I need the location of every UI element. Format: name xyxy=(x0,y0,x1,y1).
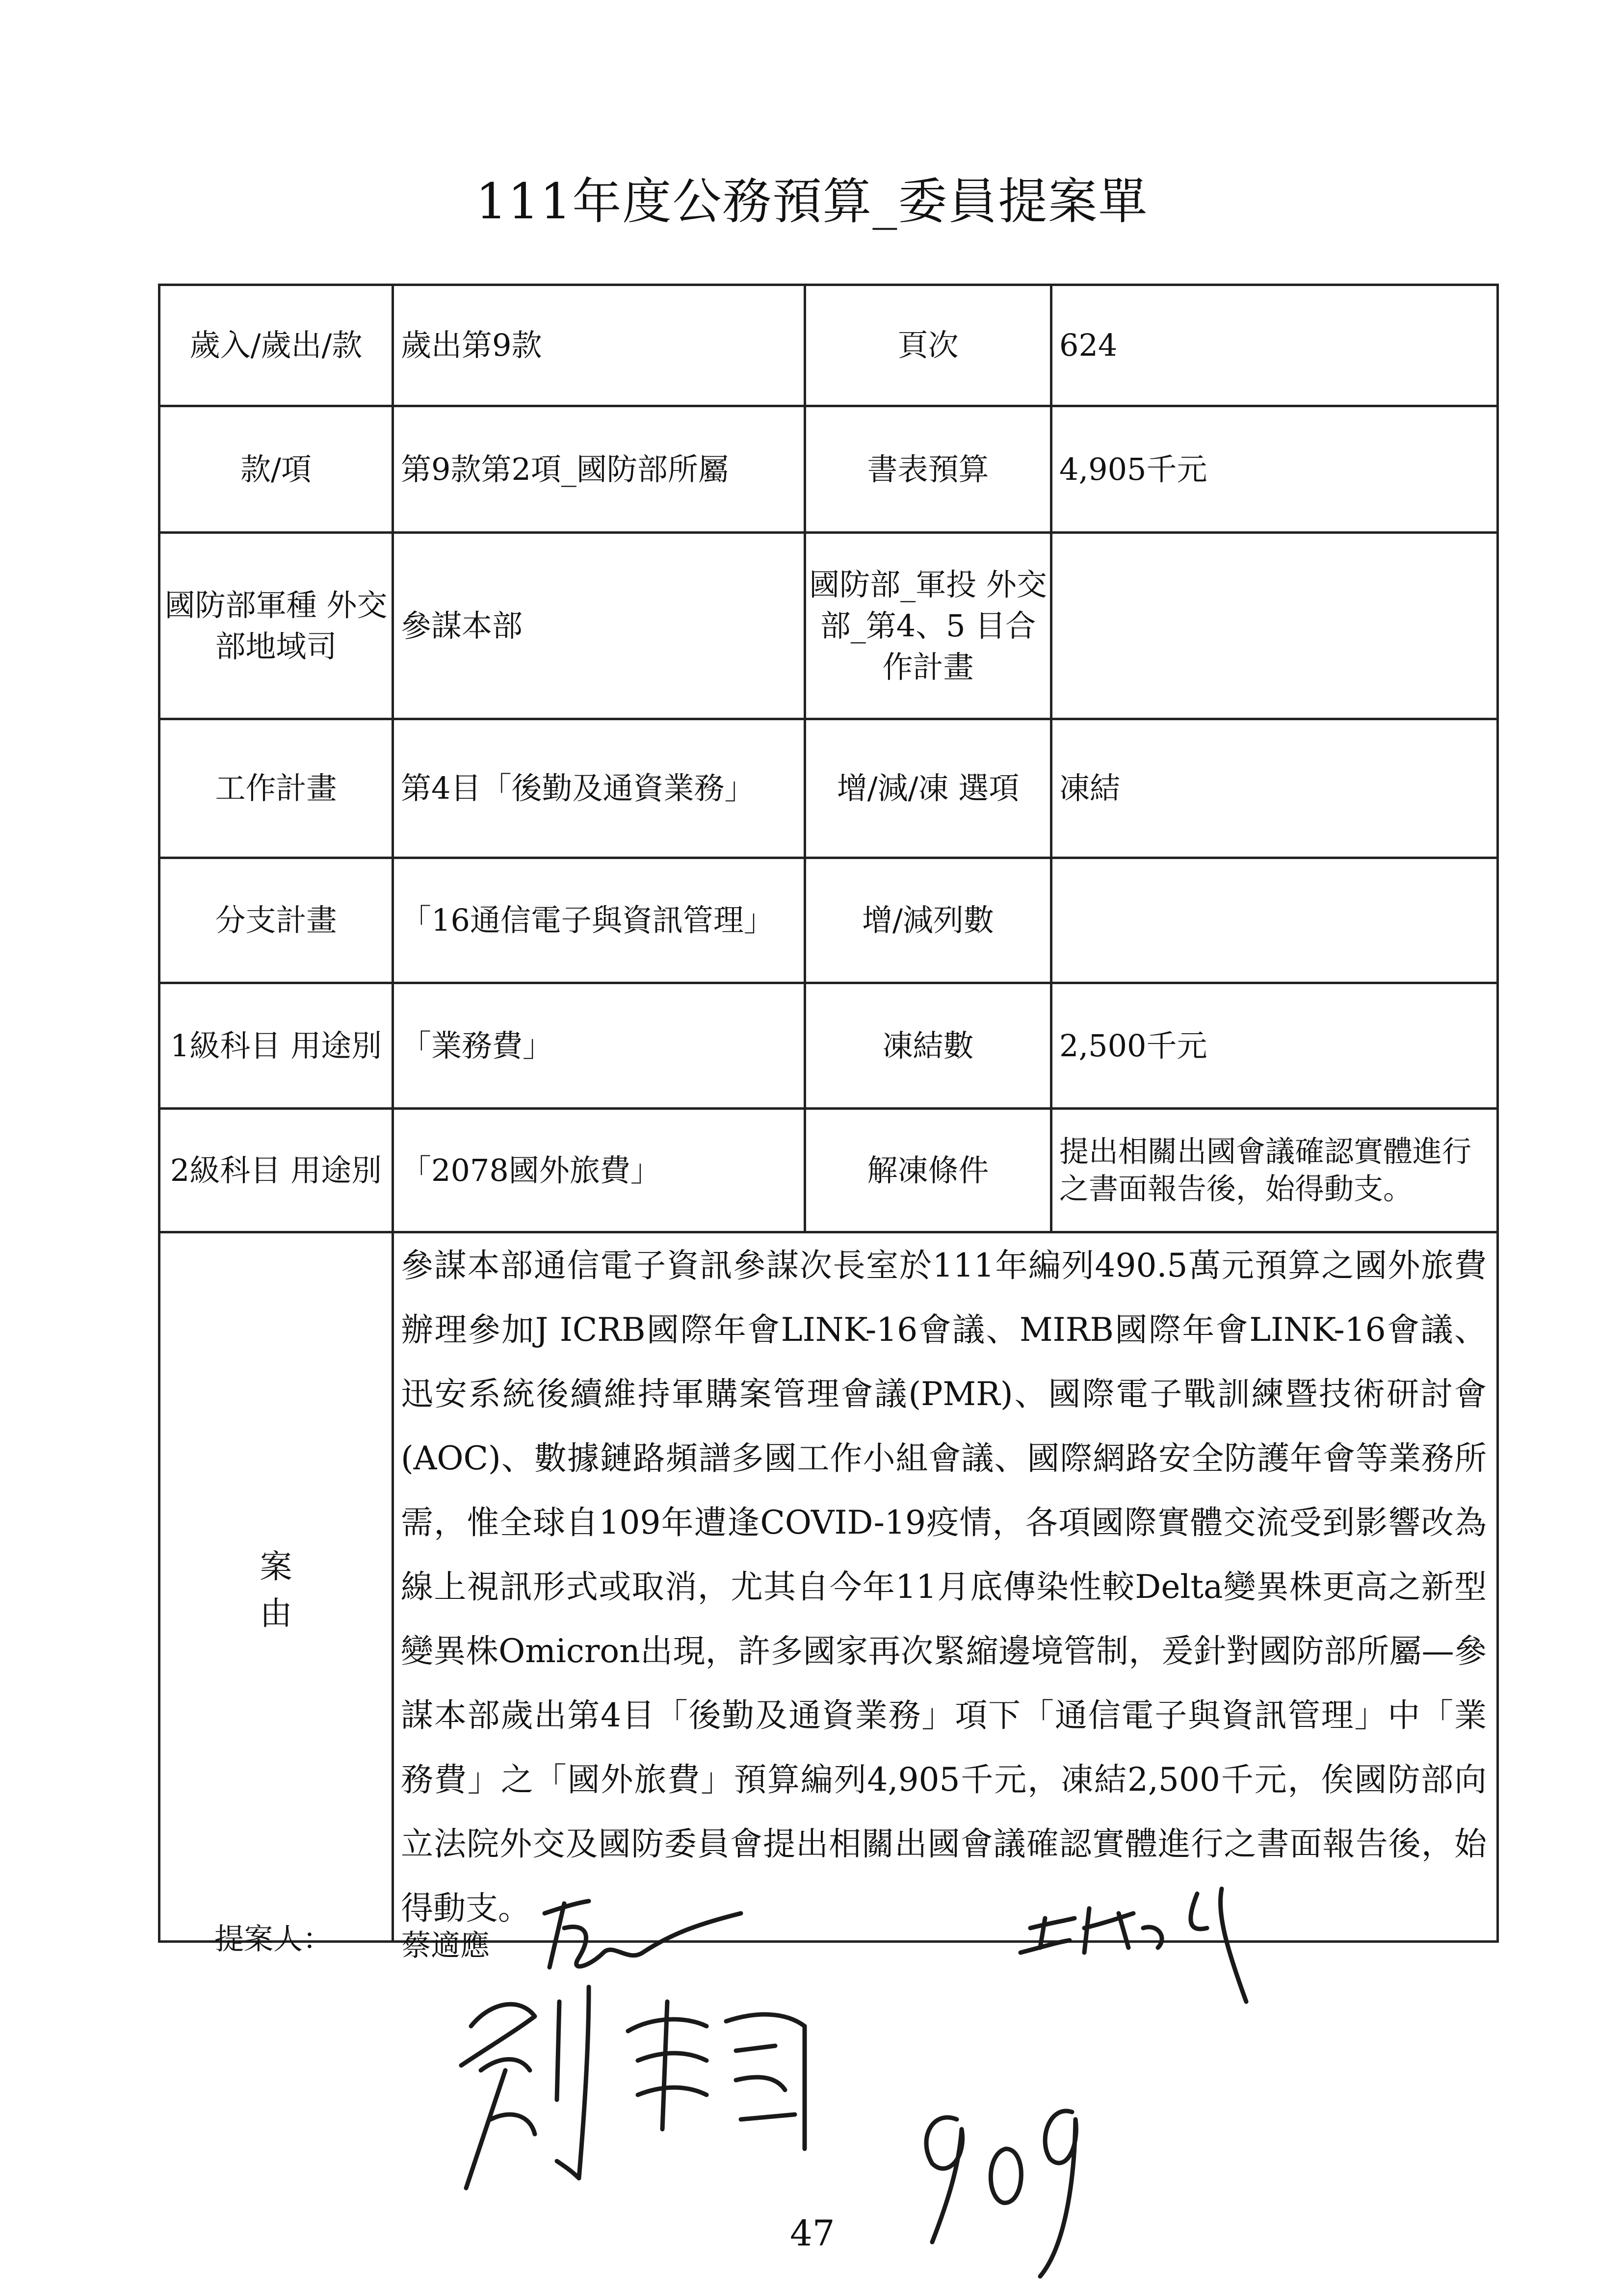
label-cell: 頁次 xyxy=(805,285,1051,406)
table-row xyxy=(159,1232,1498,1942)
label-cell: 工作計畫 xyxy=(159,719,393,858)
label-cell: 1級科目 用途別 xyxy=(159,983,393,1109)
table-row xyxy=(159,533,1498,719)
label-cell: 解凍條件 xyxy=(805,1109,1051,1232)
table-row xyxy=(159,1109,1498,1232)
proposal-form-table xyxy=(158,284,1499,1943)
signature-mark xyxy=(432,1972,873,2208)
label-cell: 分支計畫 xyxy=(159,858,393,983)
proposer-label: 提案人： xyxy=(214,1922,332,1957)
label-cell: 凍結數 xyxy=(805,983,1051,1109)
table-row xyxy=(159,406,1498,533)
value-cell xyxy=(1051,858,1498,983)
label-cell: 國防部_軍投 外交部_第4、5 目合作計畫 xyxy=(805,533,1051,719)
reason-text: 參謀本部通信電子資訊參謀次長室於111年編列490.5萬元預算之國外旅費辦理參加J ICRB國際年會LINK-16會議、MIRB國際年會LINK-16會議、迅安系統後續維持軍購案管理會議(PMR)、國際電子戰訓練暨技術研討會(AOC)、數據鏈路頻譜多國工作小組會議、國際網路安全防護年會等業務所需，惟全球自109年遭逢COVID-19疫情，各項國際實體交流受到影響改為線上視訊形式或取消，尤其自今年11月底傳染性較Delta變異株更高之新型變異株Omicron出現，許多國家再次緊縮邊境管制，爰針對國防部所屬—參謀本部歲出第4目「後勤及通資業務」項下「通信電子與資訊管理」中「業務費」之「國外旅費」預算編列4,905千元，凍結2,500千元，俟國防部向立法院外交及國防委員會提出相關出國會議確認實體進行之書面報告後，始得動支。 xyxy=(393,1232,1498,1942)
table-row xyxy=(159,719,1498,858)
label-cell: 國防部軍種 外交部地域司 xyxy=(159,533,393,719)
table-row xyxy=(159,858,1498,983)
value-cell: 4,905千元 xyxy=(1051,406,1498,533)
page-title: 111年度公務預算_委員提案單 xyxy=(475,173,1149,230)
table-row xyxy=(159,983,1498,1109)
value-cell: 「業務費」 xyxy=(393,983,805,1109)
label-cell: 2級科目 用途別 xyxy=(159,1109,393,1232)
label-cell: 增/減/凍 選項 xyxy=(805,719,1051,858)
value-cell: 第4目「後勤及通資業務」 xyxy=(393,719,805,858)
handwritten-number xyxy=(903,2085,1099,2291)
value-cell: 2,500千元 xyxy=(1051,983,1498,1109)
value-cell: 參謀本部 xyxy=(393,533,805,719)
value-cell: 第9款第2項_國防部所屬 xyxy=(393,406,805,533)
value-cell xyxy=(1051,533,1498,719)
value-cell: 624 xyxy=(1051,285,1498,406)
proposer-name: 蔡適應 xyxy=(401,1929,490,1963)
value-cell: 歲出第9款 xyxy=(393,285,805,406)
signature-mark xyxy=(1011,1874,1266,2021)
table-row xyxy=(159,285,1498,406)
page-number: 47 xyxy=(790,2213,835,2254)
value-cell: 凍結 xyxy=(1051,719,1498,858)
label-cell: 書表預算 xyxy=(805,406,1051,533)
value-cell: 提出相關出國會議確認實體進行之書面報告後，始得動支。 xyxy=(1051,1109,1498,1232)
label-cell: 增/減列數 xyxy=(805,858,1051,983)
label-cell: 歲入/歲出/款 xyxy=(159,285,393,406)
label-cell: 款/項 xyxy=(159,406,393,533)
value-cell: 「2078國外旅費」 xyxy=(393,1109,805,1232)
reason-label: 案由 xyxy=(159,1232,393,1942)
value-cell: 「16通信電子與資訊管理」 xyxy=(393,858,805,983)
